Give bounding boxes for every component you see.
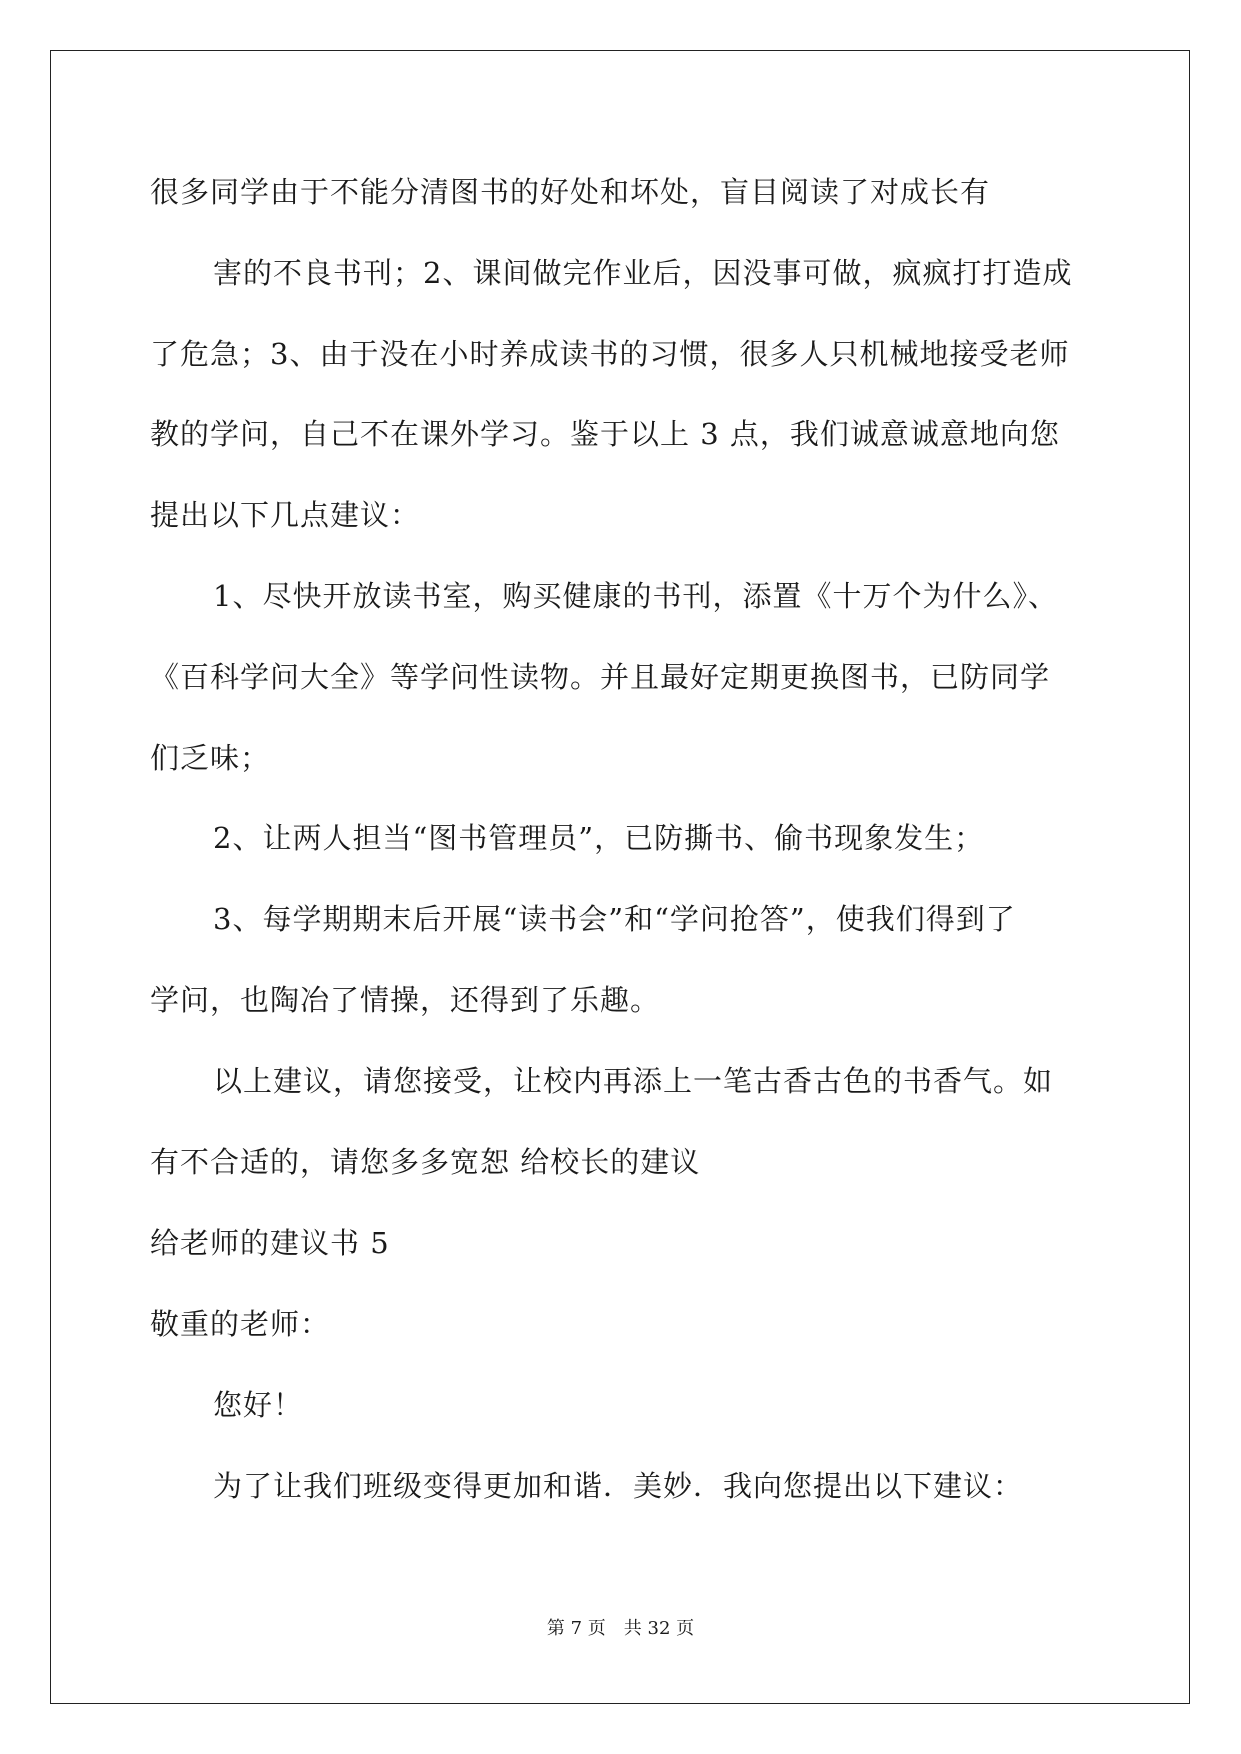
greeting: 您好！	[213, 1388, 304, 1422]
text-line: 《百科学问大全》等学问性读物。并且最好定期更换图书，已防同学	[150, 660, 1051, 694]
text-line: 提出以下几点建议：	[150, 498, 421, 532]
text-line: 害的不良书刊；2、课间做完作业后，因没事可做，疯疯打打造成	[213, 256, 1073, 290]
page-number: 第 7 页 共 32 页	[546, 1618, 695, 1639]
text-line: 学问，也陶冶了情操，还得到了乐趣。	[150, 983, 661, 1017]
section-heading: 给老师的建议书 5	[150, 1226, 390, 1260]
text-line: 为了让我们班级变得更加和谐．美妙．我向您提出以下建议：	[213, 1469, 1024, 1503]
text-line: 1、尽快开放读书室，购买健康的书刊，添置《十万个为什么》、	[213, 579, 1058, 613]
text-line: 以上建议，请您接受，让校内再添上一笔古香古色的书香气。如	[213, 1064, 1054, 1098]
text-line: 2、让两人担当“图书管理员”，已防撕书、偷书现象发生；	[213, 821, 985, 855]
salutation: 敬重的老师：	[150, 1307, 331, 1341]
text-line: 有不合适的，请您多多宽恕 给校长的建议	[150, 1145, 701, 1179]
text-line: 了危急；3、由于没在小时养成读书的习惯，很多人只机械地接受老师	[150, 337, 1070, 371]
page-border	[50, 50, 1190, 1704]
text-line: 教的学问，自己不在课外学习。鉴于以上 3 点，我们诚意诚意地向您	[150, 417, 1060, 451]
text-line: 3、每学期期末后开展“读书会”和“学问抢答”，使我们得到了	[213, 902, 1016, 936]
text-line: 们乏味；	[150, 741, 271, 775]
text-line: 很多同学由于不能分清图书的好处和坏处，盲目阅读了对成长有	[150, 175, 991, 209]
